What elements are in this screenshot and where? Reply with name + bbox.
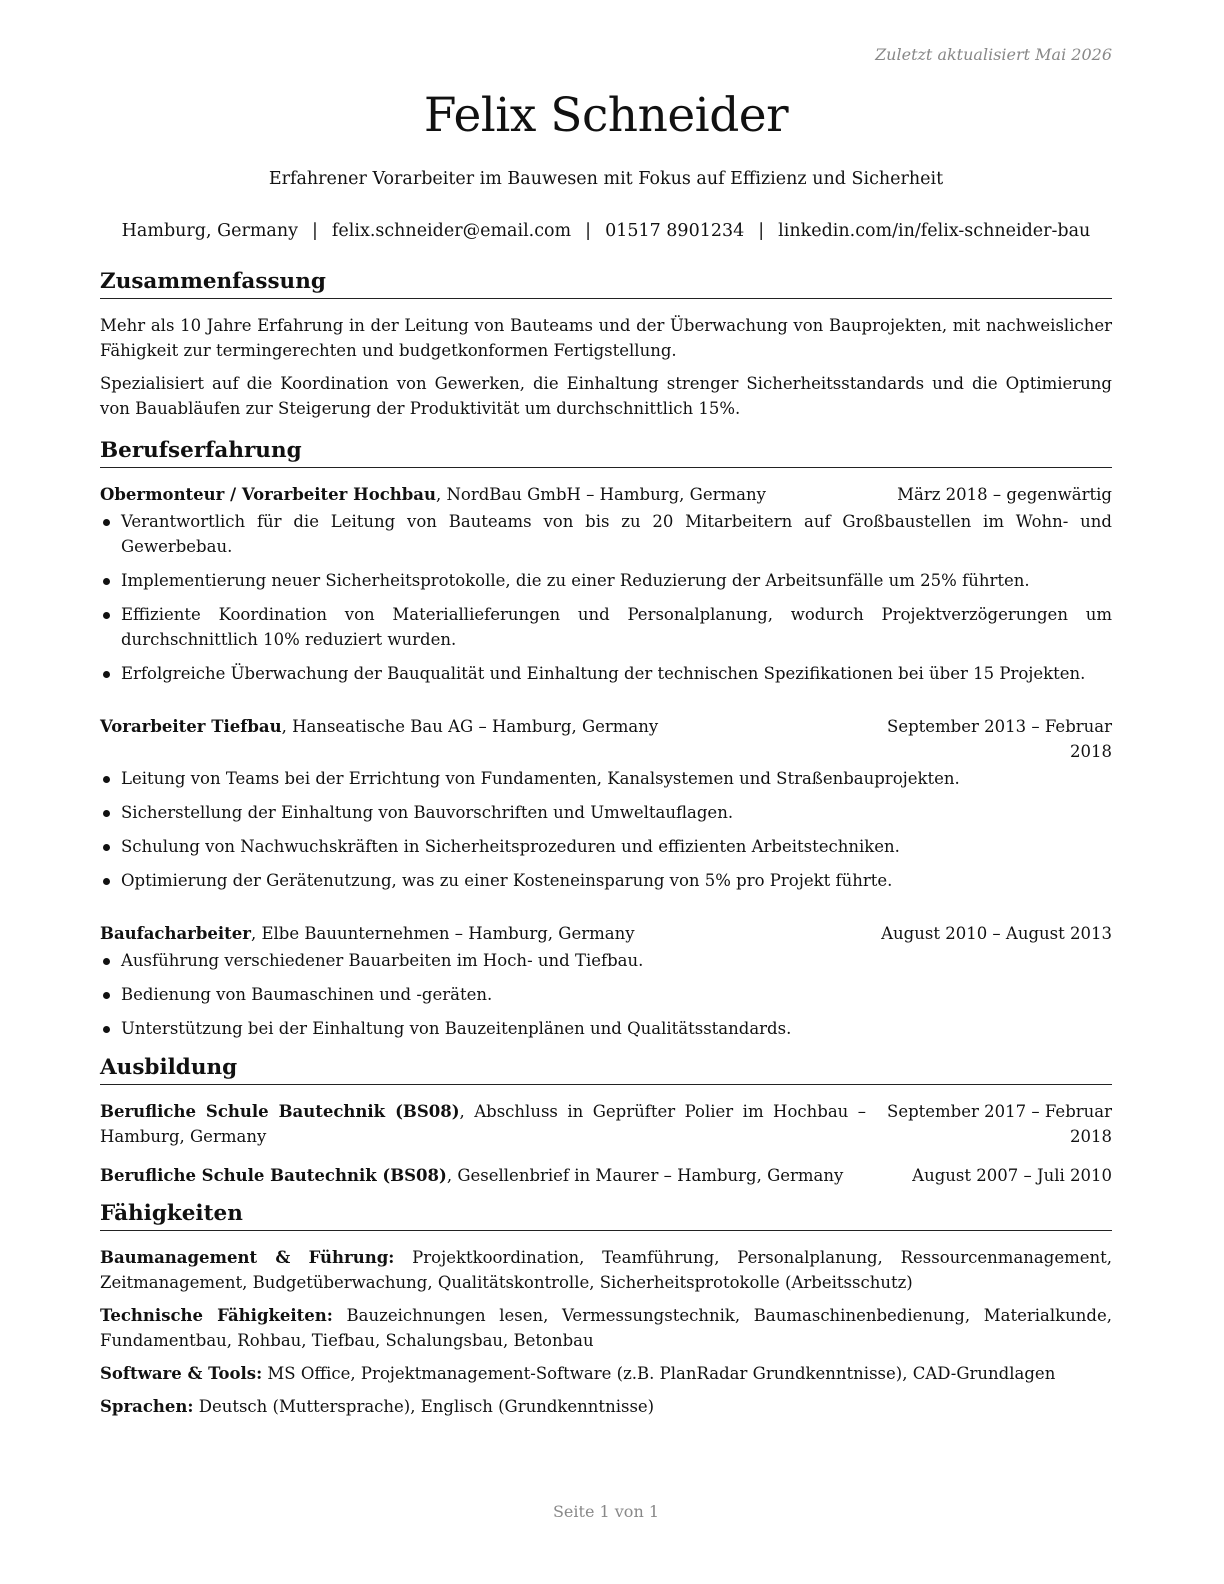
job-role: Obermonteur / Vorarbeiter Hochbau [100, 485, 436, 504]
job-company: , NordBau GmbH – Hamburg, Germany [435, 485, 766, 504]
tagline: Erfahrener Vorarbeiter im Bauwesen mit Fokus auf Effizienz und Sicherheit [268, 169, 944, 189]
section-title-education: Ausbildung [100, 1054, 1112, 1085]
section-title-skills: Fähigkeiten [100, 1200, 1112, 1231]
list-item: Verantwortlich für die Leitung von Bauteams von bis zu 20 Mitarbeitern auf Großbaustellen im Wohn- und Gewerbebau. [100, 509, 1112, 559]
skill-group [100, 1303, 1112, 1353]
list-item: Sicherstellung der Einhaltung von Bauvorschriften und Umweltauflagen. [100, 800, 1112, 825]
education-detail: , Gesellenbrief in Maurer – Hamburg, Germany [446, 1166, 844, 1185]
section-title-experience: Berufserfahrung [100, 437, 1112, 468]
skill-label: Technische Fähigkeiten: [100, 1306, 333, 1325]
list-item: Schulung von Nachwuchskräften in Sicherheitsprozeduren und effizienten Arbeitstechniken. [100, 834, 1112, 859]
job-entry [100, 714, 1112, 893]
job-entry [100, 921, 1112, 1041]
job-company: , Hanseatische Bau AG – Hamburg, Germany [281, 717, 659, 736]
skill-items: Deutsch (Muttersprache), Englisch (Grundkenntnisse) [193, 1397, 655, 1416]
contact-phone: 01517 8901234 [605, 221, 745, 241]
person-name: Felix Schneider [423, 88, 789, 143]
skill-group [100, 1361, 1112, 1386]
resume-content [100, 268, 1112, 1427]
section-title-summary: Zusammenfassung [100, 268, 1112, 299]
list-item: Unterstützung bei der Einhaltung von Bauzeitenplänen und Qualitätsstandards. [100, 1016, 1112, 1041]
education-school: Berufliche Schule Bautechnik (BS08) [100, 1102, 460, 1121]
skill-items: Projektkoordination, Teamführung, Personalplanung, Ressourcenmanagement, Zeitmanagement, Budgetüberwachung, Qualitätskontrolle, Sicherheitsprotokolle (Arbeitsschutz) [100, 1248, 1112, 1292]
job-header [100, 482, 1112, 507]
job-entry [100, 482, 1112, 686]
contact-separator: | [758, 221, 765, 241]
skill-label: Sprachen: [100, 1397, 194, 1416]
summary-paragraph: Mehr als 10 Jahre Erfahrung in der Leitung von Bauteams und der Überwachung von Bauprojekten, mit nachweislicher Fähigkeit zur termingerechten und budgetkonformen Fertigstellung. [100, 316, 1112, 360]
contact-line [100, 219, 1112, 243]
list-item: Effiziente Koordination von Materiallieferungen und Personalplanung, wodurch Projektverzögerungen um durchschnittlich 10% reduziert wurden. [100, 602, 1112, 652]
job-dates: August 2010 – August 2013 [881, 924, 1112, 943]
skill-label: Baumanagement & Führung: [100, 1248, 395, 1267]
page-number: Seite 1 von 1 [552, 1502, 660, 1521]
job-dates: September 2013 – Februar 2018 [887, 717, 1112, 761]
contact-separator: | [312, 221, 318, 241]
job-role: Vorarbeiter Tiefbau [100, 717, 282, 736]
education-dates: September 2017 – Februar 2018 [887, 1102, 1112, 1146]
job-role: Baufacharbeiter [100, 924, 251, 943]
education-entry [100, 1099, 1112, 1149]
education-school: Berufliche Schule Bautechnik (BS08) [100, 1166, 447, 1185]
education-entry [100, 1163, 1112, 1188]
last-updated: Zuletzt aktualisiert Mai 2026 [875, 45, 1112, 64]
job-header [100, 714, 1112, 764]
list-item: Bedienung von Baumaschinen und -geräten. [100, 982, 1112, 1007]
list-item: Optimierung der Gerätenutzung, was zu einer Kosteneinsparung von 5% pro Projekt führte. [100, 868, 1112, 893]
job-company: , Elbe Bauunternehmen – Hamburg, Germany [250, 924, 635, 943]
skill-group [100, 1245, 1112, 1295]
summary-paragraph: Spezialisiert auf die Koordination von Gewerken, die Einhaltung strenger Sicherheitsstandards und die Optimierung von Bauabläufen zur Steigerung der Produktivität um durchschnittlich 15%. [100, 374, 1112, 418]
job-header [100, 921, 1112, 946]
contact-email[interactable]: felix.schneider@email.com [331, 221, 572, 241]
job-dates: März 2018 – gegenwärtig [897, 485, 1112, 504]
skill-label: Software & Tools: [100, 1364, 263, 1383]
resume-page [100, 0, 1112, 1584]
list-item: Leitung von Teams bei der Errichtung von Fundamenten, Kanalsystemen und Straßenbauprojekten. [100, 766, 1112, 791]
list-item: Erfolgreiche Überwachung der Bauqualität und Einhaltung der technischen Spezifikationen bei über 15 Projekten. [100, 661, 1112, 686]
skill-group [100, 1394, 1112, 1419]
education-dates: August 2007 – Juli 2010 [912, 1166, 1112, 1185]
list-item: Implementierung neuer Sicherheitsprotokolle, die zu einer Reduzierung der Arbeitsunfälle um 25% führten. [100, 568, 1112, 593]
skill-items: MS Office, Projektmanagement-Software (z.B. PlanRadar Grundkenntnisse), CAD-Grundlagen [262, 1364, 1056, 1383]
skill-items: Bauzeichnungen lesen, Vermessungstechnik, Baumaschinenbedienung, Materialkunde, Fundamentbau, Rohbau, Tiefbau, Schalungsbau, Betonbau [100, 1306, 1112, 1350]
contact-separator: | [585, 221, 592, 241]
education-detail: , Abschluss in Geprüfter Polier im Hochbau – Hamburg, Germany [100, 1102, 867, 1146]
list-item: Ausführung verschiedener Bauarbeiten im Hoch- und Tiefbau. [100, 948, 1112, 973]
contact-location: Hamburg, Germany [121, 221, 299, 241]
contact-linkedin[interactable]: linkedin.com/in/felix-schneider-bau [778, 221, 1091, 241]
